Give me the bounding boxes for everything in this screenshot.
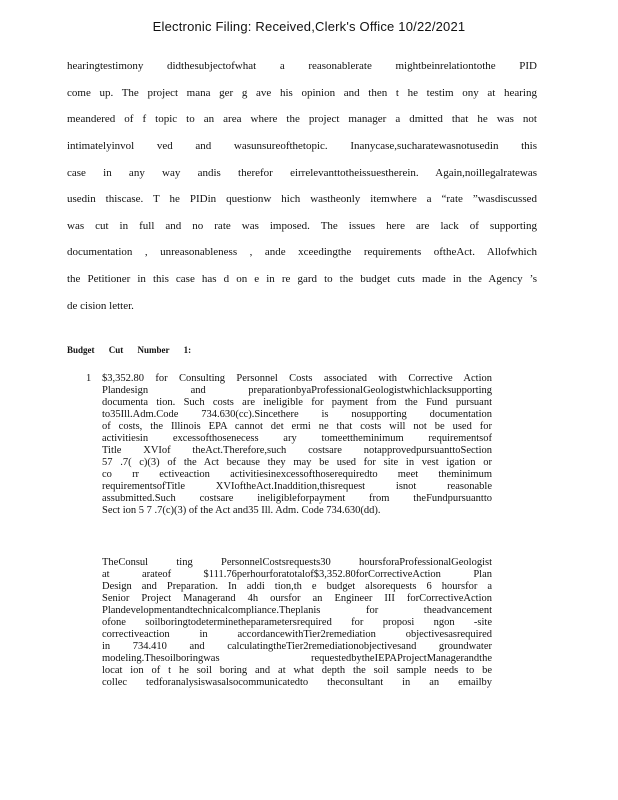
text-line: in 734.410 and calculatingtheTier2remediationobjectivesand groundwater [102, 641, 492, 652]
text-line: was cut in full and no rate was imposed. The issues here are lack of supporting [67, 219, 537, 232]
text-line: documenta tion. Such costs are ineligible for payment from the Fund pursuant [102, 397, 492, 408]
filing-stamp-header: Electronic Filing: Received,Clerk's Office 10/22/2021 [152, 19, 466, 34]
text-line: locat ion of t he soil boring and at what depth the soil sample needs to be [102, 665, 492, 676]
text-line: come up. The project mana ger g ave his opinion and then t he testim ony at hearing [67, 86, 537, 99]
text-line: of costs, the Illinois EPA cannot det ermi ne that costs will not be used for [102, 421, 492, 432]
text-line: $3,352.80 for Consulting Personnel Costs associated with Corrective Action [102, 373, 492, 384]
text-line: Title XVIof theAct.Therefore,such costsare notapprovedpursuanttoSection [102, 445, 492, 456]
text-line: at arateof $111.76perhourforatotalof$3,352.80forCorrectiveAction Plan [102, 569, 492, 580]
text-line: ofone soilboringtodeterminetheparametersrequired for proposi ngon -site [102, 617, 492, 628]
text-line: correctiveaction in accordancewithTier2remediation objectivesasrequired [102, 629, 492, 640]
text-line: usedin thiscase. T he PIDin questionw hich wastheonly itemwhere a “rate ”wasdiscussed [67, 193, 537, 206]
list-item-paragraph-b [102, 557, 492, 689]
text-line: de cision letter. [67, 299, 134, 312]
section-heading: Budget Cut Number 1: [67, 345, 192, 355]
text-line: documentation , unreasonableness , ande xceedingthe requirements oftheAct. Allofwhich [67, 246, 537, 259]
text-line: co rr ectiveaction activitiesinexcessofthoserequiredto meet theminimum [102, 469, 492, 480]
text-line: meandered of f topic to an area where the project manager a dmitted that he was not [67, 113, 537, 126]
text-line: collec tedforanalysiswasalsocommunicatedto theconsultant in an emailby [102, 677, 492, 688]
text-line: case in any way andis therefor eirrelevanttotheissuestherein. Again,noillegalratewas [67, 166, 537, 179]
list-item-paragraph-a [102, 373, 492, 517]
text-line: assubmitted.Such costsare ineligibleforpayment from theFundpursuantto [102, 493, 492, 504]
text-line: the Petitioner in this case has d on e in re gard to the budget cuts made in the Agency ’s [67, 273, 537, 286]
text-line: requirementsofTitle XVIoftheAct.Inaddition,thisrequest isnot reasonable [102, 481, 492, 492]
body-paragraph [67, 60, 537, 326]
text-line: to35Ill.Adm.Code 734.630(cc).Sincethere is nosupporting documentation [102, 409, 492, 420]
text-line: Plandesign and preparationbyaProfessionalGeologistwhichlacksupporting [102, 385, 492, 396]
list-item-number: 1 [86, 373, 92, 384]
text-line: TheConsul ting PersonnelCostsrequests30 hoursforaProfessionalGeologist [102, 557, 492, 568]
text-line: intimatelyinvol ved and wasunsureofthetopic. Inanycase,sucharatewasnotusedin this [67, 139, 537, 152]
text-line: modeling.Thesoilboringwas requestedbytheIEPAProjectManagerandthe [102, 653, 492, 664]
text-line: Sect ion 5 7 .7(c)(3) of the Act and35 Ill. Adm. Code 734.630(dd). [102, 505, 381, 516]
text-line: Senior Project Managerand 4h oursfor an Engineer III forCorrectiveAction [102, 593, 492, 604]
text-line: Design and Preparation. In addi tion,th e budget alsorequests 6 hoursfor a [102, 581, 492, 592]
text-line: activitiesin excessofthosenecess ary tomeettheminimum requirementsof [102, 433, 492, 444]
text-line: hearingtestimony didthesubjectofwhat a reasonablerate mightbeinrelationtothe PID [67, 60, 537, 72]
text-line: 57 .7( c)(3) of the Act because they may be used for site in vest igation or [102, 457, 492, 468]
text-line: Plandevelopmentandtechnicalcompliance.Theplanis for theadvancement [102, 605, 492, 616]
